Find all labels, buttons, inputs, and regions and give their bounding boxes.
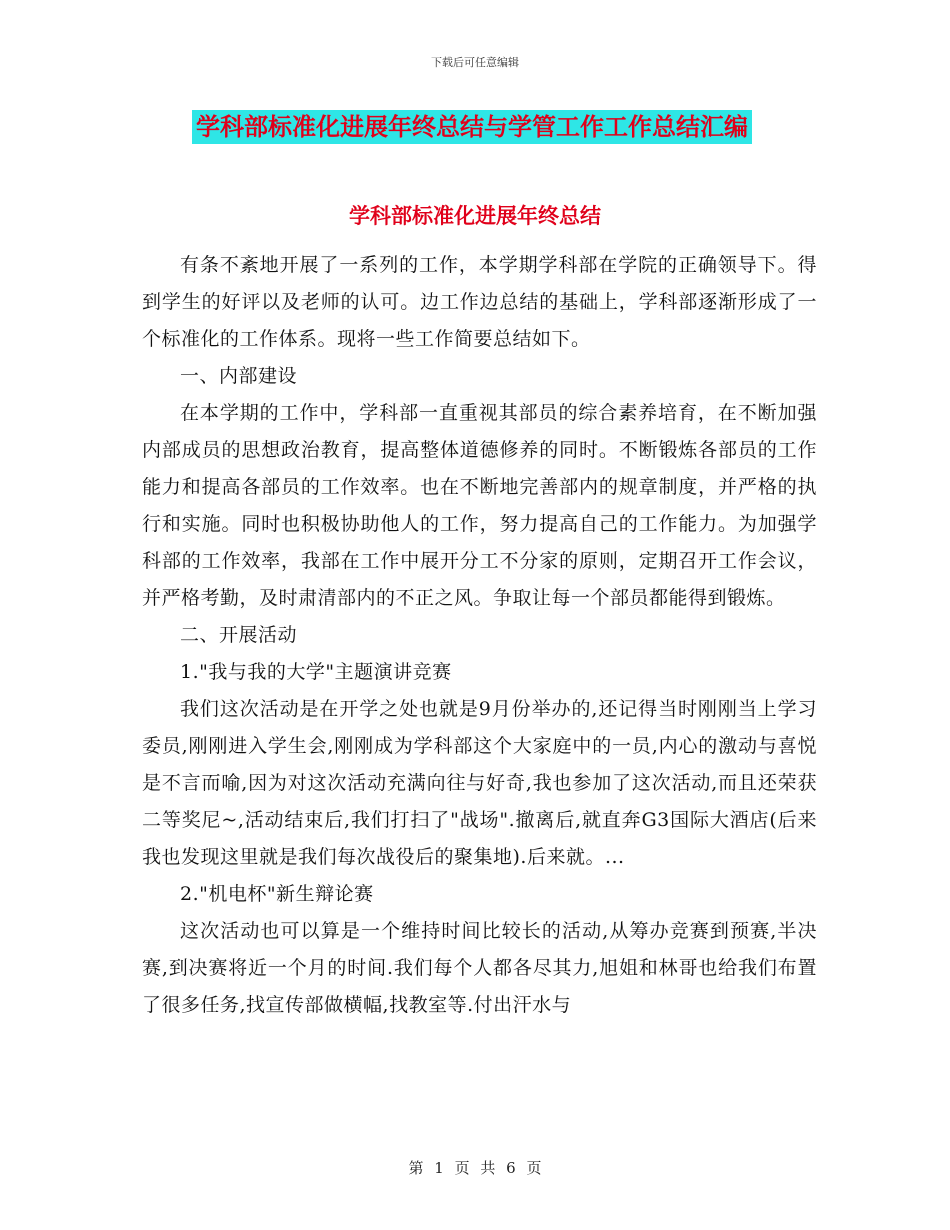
header-note: 下载后可任意编辑 xyxy=(431,56,519,69)
heading-internal-construction: 一、内部建设 xyxy=(180,365,298,387)
heading-activities: 二、开展活动 xyxy=(180,624,298,646)
page-number: 第 1 页 共 6 页 xyxy=(408,1159,542,1177)
paragraph-speech-contest: 我们这次活动是在开学之处也就是9月份举办的,还记得当时刚刚当上学习委员,刚刚进入学生会,刚刚成为学科部这个大家庭中的一员,内心的激动与喜悦是不言而喻,因为对这次活动充满向往与好奇,我也参加了这次活动,而且还荣获二等奖尼~,活动结束后,我们打扫了"战场".撤离后,就直奔G3国际大酒店(后来我也发现这里就是我们每次战役后的聚集地).后来就。... xyxy=(142,698,817,868)
paragraph-debate-contest: 这次活动也可以算是一个维持时间比较长的活动,从筹办竞赛到预赛,半决赛,到决赛将近一个月的时间.我们每个人都各尽其力,旭姐和林哥也给我们布置了很多任务,找宣传部做横幅,找教室等.付出汗水与 xyxy=(142,920,817,1016)
heading-debate-contest: 2."机电杯"新生辩论赛 xyxy=(180,883,374,905)
heading-speech-contest: 1."我与我的大学"主题演讲竞赛 xyxy=(180,661,452,683)
document-title: 学科部标准化进展年终总结与学管工作工作总结汇编 xyxy=(192,110,752,144)
section-title: 学科部标准化进展年终总结 xyxy=(349,203,601,228)
paragraph-intro: 有条不紊地开展了一系列的工作，本学期学科部在学院的正确领导下。得到学生的好评以及老师的认可。边工作边总结的基础上，学科部逐渐形成了一个标准化的工作体系。现将一些工作简要总结如下。 xyxy=(142,254,817,350)
document-body xyxy=(142,247,817,1024)
paragraph-internal-construction: 在本学期的工作中，学科部一直重视其部员的综合素养培育，在不断加强内部成员的思想政治教育，提高整体道德修养的同时。不断锻炼各部员的工作能力和提高各部员的工作效率。也在不断地完善部内的规章制度，并严格的执行和实施。同时也积极协助他人的工作，努力提高自己的工作能力。为加强学科部的工作效率，我部在工作中展开分工不分家的原则，定期召开工作会议，并严格考勤，及时肃清部内的不正之风。争取让每一个部员都能得到锻炼。 xyxy=(142,402,817,609)
